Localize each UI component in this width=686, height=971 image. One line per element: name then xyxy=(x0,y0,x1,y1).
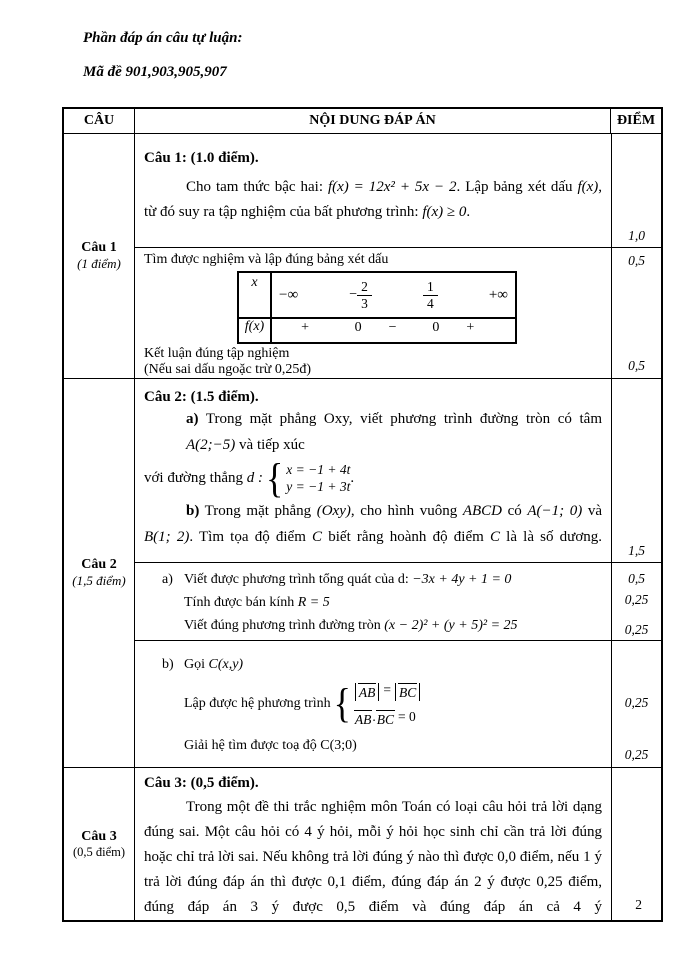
cau1-label-cell xyxy=(64,134,135,378)
point-value: 1,0 xyxy=(628,228,645,243)
cau3-label-cell xyxy=(64,768,135,920)
cau3-paragraph: Trong một đề thi trắc nghiệm môn Toán có loại câu hỏi trả lời dạng đúng sai. Một câu hỏi có 4 ý hỏi, mỗi ý hỏi học sinh chỉ cần trả lời đúng hoặc chỉ trả lời sai. Nếu không trả lời đúng ý nào thì được 0,0 điểm, nếu 1 ý trả lời đúng đáp án thì được 0,1 điểm, đúng đáp án 2 ý được 0,25 điểm, đúng đáp án 3 ý được 0,5 điểm và đúng đáp án cả 4 ý xyxy=(144,799,602,915)
cau1-title: Câu 1: (1.0 điểm). xyxy=(144,150,259,166)
cau2-title: Câu 2: (1.5 điểm). xyxy=(144,389,259,405)
cau1-label: Câu 1 xyxy=(81,240,117,255)
cau1-statement-line1: Cho tam thức bậc hai: f(x) = 12x² + 5x − 2. Lập bảng xét dấu f(x), xyxy=(186,179,603,195)
table-row-cau1 xyxy=(64,134,661,378)
cau2-label-cell xyxy=(64,379,135,767)
cau2-answer-b xyxy=(135,641,612,767)
cau2-label: Câu 2 xyxy=(81,557,117,572)
cau1-solution-intro: Tìm được nghiệm và lập đúng bảng xét dấu xyxy=(144,252,389,267)
cau1-solution-conclusion: Kết luận đúng tập nghiệm xyxy=(144,346,290,361)
d-parametric-equations: x = −1 + 4t y = −1 + 3t xyxy=(286,462,351,494)
cau2-answer-b1: Gọi C(x,y) xyxy=(184,657,244,672)
cau2-line-d-system: với đường thẳng d : { x = −1 + 4t y = −1 + 3t . xyxy=(144,455,355,501)
cau1-statement xyxy=(135,134,612,247)
cau1-solution xyxy=(135,248,612,378)
cau2-statement xyxy=(135,379,612,562)
sign-chart-x-values xyxy=(272,273,515,317)
vector-bc: BC xyxy=(376,712,395,728)
table-header-row xyxy=(64,109,661,134)
point-value: 0,5 xyxy=(628,253,645,268)
cau2-answer-a1: Viết được phương trình tổng quát của d: −3x + 4y + 1 = 0 xyxy=(184,572,512,587)
vector-equations: AB = BC AB . BC = 0 xyxy=(354,678,421,728)
point-value: 0,25 xyxy=(624,622,649,637)
section-heading: Phần đáp án câu tự luận: xyxy=(83,30,243,46)
answer-a-label: a) xyxy=(162,572,173,587)
cau3-statement-subrow xyxy=(135,768,661,920)
answer-b-label: b) xyxy=(162,657,174,672)
sign-chart-signs: + 0 − 0 + xyxy=(301,320,475,335)
cau2-answer-b3: Giải hệ tìm được toạ độ C(3;0) xyxy=(184,738,357,753)
cau1-point-statement-cell xyxy=(612,134,661,247)
point-value: 0,25 xyxy=(624,592,649,607)
cau1-statement-subrow xyxy=(135,134,661,247)
cau3-sublabel: (0,5 điểm) xyxy=(72,844,126,859)
exam-codes-heading: Mã đề 901,903,905,907 xyxy=(83,64,227,80)
cau1-solution-subrow xyxy=(135,247,661,378)
table-row-cau2 xyxy=(64,378,661,767)
column-header-noidung: NỘI DUNG ĐÁP ÁN xyxy=(135,109,611,133)
abs-value-bars xyxy=(395,683,420,701)
cau3-statement xyxy=(135,768,612,920)
cau2-answer-a3: Viết đúng phương trình đường tròn (x − 2)² + (y + 5)² = 25 xyxy=(184,618,518,633)
cau2-sublabel: (1,5 điểm) xyxy=(72,573,126,588)
vector-bc: BC xyxy=(399,685,417,701)
cau3-title: Câu 3: (0,5 điểm). xyxy=(144,775,259,791)
cau2-answer-b-points-cell xyxy=(612,641,661,767)
cau1-formula-fx: f(x) = 12x² + 5x − 2 xyxy=(327,179,457,195)
cau1-solution-note: (Nếu sai dấu ngoặc trừ 0,25đ) xyxy=(144,362,311,377)
point-value: 0,25 xyxy=(624,695,649,710)
d-name: d : xyxy=(246,469,263,486)
answer-table xyxy=(62,107,663,922)
sign-chart-table xyxy=(237,271,517,344)
cau2-part-b-line2: B(1; 2). Tìm tọa độ điểm C biết rằng hoành độ điểm C là là số dương. xyxy=(144,529,602,545)
pos-infinity: +∞ xyxy=(488,286,508,303)
cau2-answer-a xyxy=(135,563,612,640)
cau2-answer-b-subrow xyxy=(135,640,661,767)
root-fraction-1: − $\frac{2}{3}$ xyxy=(349,279,372,312)
cau2-part-b-line1: b) Trong mặt phẳng (Oxy), cho hình vuông ABCD có A(−1; 0) và xyxy=(186,503,602,519)
cau1-statement-line2: từ đó suy ra tập nghiệm của bất phương trình: f(x) ≥ 0. xyxy=(144,204,471,220)
cau2-answer-a-points-cell xyxy=(612,563,661,640)
vector-ab: AB xyxy=(358,685,376,701)
cau2-statement-subrow xyxy=(135,379,661,562)
point-value: 0,5 xyxy=(628,571,645,586)
cau1-point-solution-cell xyxy=(612,248,661,378)
vector-ab: AB xyxy=(354,712,372,728)
column-header-diem: ĐIỂM xyxy=(616,113,656,128)
cau2-answer-a-subrow xyxy=(135,562,661,640)
point-value: 1,5 xyxy=(628,543,645,558)
page-number: 2 xyxy=(635,897,642,912)
point-value: 0,5 xyxy=(628,358,645,373)
point-value: 0,25 xyxy=(624,747,649,762)
system-brace: { xyxy=(266,455,284,501)
sign-chart-x-header: x xyxy=(239,273,272,317)
root-fraction-2: 1 4 xyxy=(423,279,438,312)
cau1-sublabel: (1 điểm) xyxy=(77,256,121,271)
cau2-part-a-line2: A(2;−5) và tiếp xúc xyxy=(186,437,305,453)
sign-chart-fx-header: f(x) xyxy=(239,319,272,342)
cau2-point-statement-cell xyxy=(612,379,661,562)
system-brace: { xyxy=(333,680,351,726)
column-header-cau: CÂU xyxy=(64,109,135,133)
neg-infinity: −∞ xyxy=(279,286,299,303)
cau2-answer-a2: Tính được bán kính R = 5 xyxy=(184,595,330,610)
table-row-cau3 xyxy=(64,767,661,920)
cau2-part-a-line1: a) Trong mặt phẳng Oxy, viết phương trình đường tròn có tâm xyxy=(186,411,603,427)
cau2-answer-b2-system: Lập được hệ phương trình { AB = BC AB . BC = 0 xyxy=(184,678,602,728)
abs-value-bars xyxy=(355,683,380,701)
cau3-label: Câu 3 xyxy=(81,828,117,844)
